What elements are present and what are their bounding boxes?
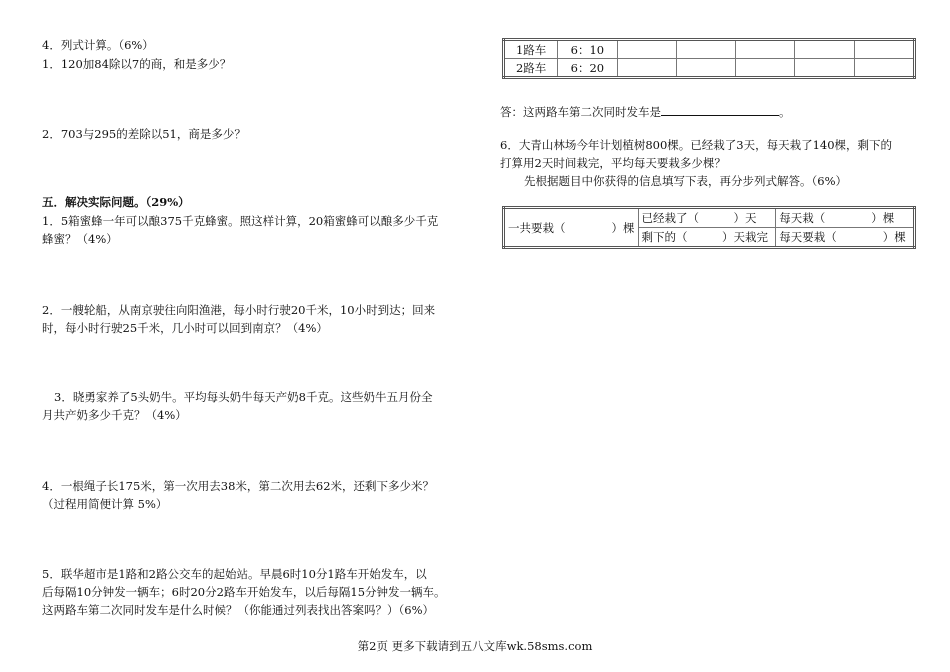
blank-cell[interactable] [854,40,914,59]
blank-cell[interactable] [617,40,676,59]
blank-cell[interactable] [617,59,676,78]
needed-per-day-cell[interactable]: 每天要栽（ ）棵 [776,228,915,248]
bus-schedule-table [502,38,916,79]
blank-cell[interactable] [736,40,795,59]
answer-suffix: 。 [779,105,791,119]
section5-question1-line2: 蜂蜜？（4%） [42,232,118,246]
blank-cell[interactable] [854,59,914,78]
blank-cell[interactable] [676,59,735,78]
section4-heading: 4．列式计算。（6%） [42,38,154,52]
answer-blank[interactable] [661,104,779,116]
section5-question4-line1: 4．一根绳子长175米，第一次用去38米，第二次用去62米，还剩下多少米？ [42,479,435,493]
page-footer: 第2页 更多下载请到五八文库wk.58sms.com [357,639,593,653]
days-planted-cell[interactable]: 已经栽了（ ）天 [638,208,776,228]
table-row [504,40,915,59]
section4-question1: 1．120加84除以7的商，和是多少？ [42,57,232,71]
bus2-start-time: 6：20 [558,59,617,78]
table-row [504,59,915,78]
total-trees-cell[interactable]: 一共要栽（ ）棵 [504,208,639,248]
section5-question3-line2: 月共产奶多少千克？（4%） [42,408,187,422]
question6-line1: 6．大青山林场今年计划植树800棵。已经栽了3天，每天栽了140棵，剩下的 [500,138,893,152]
blank-cell[interactable] [795,59,854,78]
answer-prefix: 答：这两路车第二次同时发车是 [500,105,661,119]
bus1-name: 1路车 [504,40,558,59]
question6-line2: 打算用2天时间栽完，平均每天要栽多少棵？ [500,156,726,170]
blank-cell[interactable] [795,40,854,59]
trees-per-day-cell[interactable]: 每天栽（ ）棵 [776,208,915,228]
bus2-name: 2路车 [504,59,558,78]
blank-cell[interactable] [736,59,795,78]
section4-question2: 2．703与295的差除以51，商是多少？ [42,127,246,141]
answer-line [500,104,791,120]
question6-line3: 先根据题目中你获得的信息填写下表，再分步列式解答。（6%） [524,174,847,188]
section5-question2-line1: 2．一艘轮船，从南京驶往向阳渔港，每小时行驶20千米，10小时到达；回来 [42,303,436,317]
section5-question5-line3: 这两路车第二次同时发车是什么时候？（你能通过列表找出答案吗？）（6%） [42,603,434,617]
section5-question4-line2: （过程用简便计算 5%） [42,497,168,511]
planting-info-table [502,206,916,249]
section5-question5-line2: 后每隔10分钟发一辆车；6时20分2路车开始发车，以后每隔15分钟发一辆车。 [42,585,446,599]
section5-question1-line1: 1．5箱蜜蜂一年可以酿375千克蜂蜜。照这样计算，20箱蜜蜂可以酿多少千克 [42,214,439,228]
section5-question2-line2: 时，每小时行驶25千米，几小时可以回到南京？（4%） [42,321,328,335]
table-row [504,208,915,228]
remaining-days-cell[interactable]: 剩下的（ ）天栽完 [638,228,776,248]
section5-question5-line1: 5．联华超市是1路和2路公交车的起始站。早晨6时10分1路车开始发车，以 [42,567,427,581]
bus1-start-time: 6：10 [558,40,617,59]
blank-cell[interactable] [676,40,735,59]
section5-question3-line1: 3．晓勇家养了5头奶牛。平均每头奶牛每天产奶8千克。这些奶牛五月份全 [54,390,433,404]
section5-heading: 五．解决实际问题。（29%） [42,195,190,209]
